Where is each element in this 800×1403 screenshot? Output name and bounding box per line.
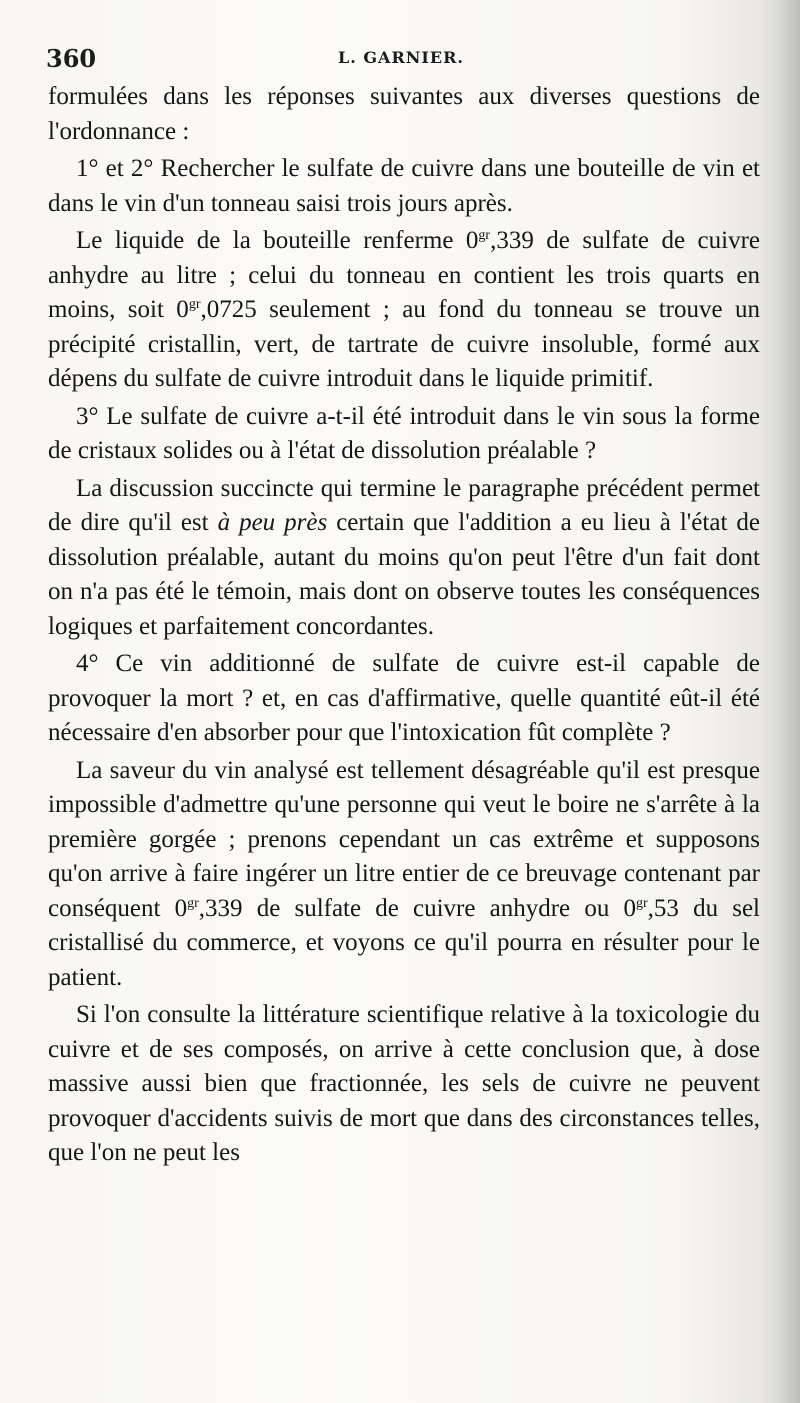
unit-superscript: gr xyxy=(478,228,491,243)
paragraph-question-4: 4° Ce vin additionné de sulfate de cuivre est-il capable de provoquer la mort ? et, en cas d'affirmative, quelle quantité eût-il été nécessaire d'en absorber pour que l'intoxication fût complète ? xyxy=(48,650,760,746)
running-header-author: L. GARNIER. xyxy=(338,48,464,67)
text-run: La saveur du vin analysé est tellement désagréable qu'il est presque impossible d'admettre qu'une personne qui veut le boire ne s'arrête à la première gorgée ; prenons cependant un cas extrême et supposons qu'on arrive à faire ingérer un litre entier de ce breuvage contenant par conséquent 0 xyxy=(48,756,760,922)
unit-superscript: gr xyxy=(635,895,648,911)
text-run: ,53 du sel cristallisé du commerce, et voyons ce qu'il pourra en résulter pour le patient. xyxy=(48,894,760,991)
text-run: ,339 de sulfate de cuivre anhydre ou 0 xyxy=(198,894,636,922)
text-run: ,0725 seulement ; au fond du tonneau se trouve un précipité cristallin, vert, de tartrate de cuivre insoluble, formé aux dépens du sulfate de cuivre introduit dans le liquide primitif. xyxy=(48,296,760,392)
unit-superscript: gr xyxy=(188,297,201,312)
paragraph-analysis-result xyxy=(48,224,760,397)
paragraph-question-3: 3° Le sulfate de cuivre a-t-il été introduit dans le vin sous la forme de cristaux solides ou à l'état de dissolution préalable ? xyxy=(48,402,760,464)
text-run: certain que l'addition a eu lieu à l'état de dissolution préalable, autant du moins qu'on peut l'être d'un fait dont on n'a pas été le témoin, mais dont on observe toutes les conséquences logiques et parfaitement concordantes. xyxy=(48,509,760,640)
paragraph-discussion xyxy=(48,472,760,645)
italic-phrase: à peu près xyxy=(217,509,328,536)
unit-superscript: gr xyxy=(187,895,199,911)
paragraph-taste xyxy=(48,754,760,996)
text-run: ,339 de sulfate de cuivre anhydre au litre ; celui du tonneau en contient les trois quarts en moins, soit 0 xyxy=(48,227,761,323)
paragraph-question-1-2: 1° et 2° Rechercher le sulfate de cuivre dans une bouteille de vin et dans le vin d'un tonneau saisi trois jours après. xyxy=(48,155,760,217)
text-run: Le liquide de la bouteille renferme 0 xyxy=(76,227,479,254)
page-edge-shadow xyxy=(760,0,800,1403)
paragraph-continued: formulées dans les réponses suivantes aux diverses questions de l'ordonnance : xyxy=(48,83,760,145)
body-text xyxy=(48,80,760,1174)
running-header xyxy=(46,40,758,80)
page-number: 360 xyxy=(46,44,97,73)
text-run: La discussion succincte qui termine le paragraphe précédent permet de dire qu'il est xyxy=(48,474,760,536)
paragraph-toxicology: Si l'on consulte la littérature scientifique relative à la toxicologie du cuivre et de ses composés, on arrive à cette conclusion que, à dose massive aussi bien que fractionnée, les sels de cuivre ne peuvent provoquer d'accidents suivis de mort que dans des circonstances telles, que l'on ne peut les xyxy=(48,1001,760,1166)
